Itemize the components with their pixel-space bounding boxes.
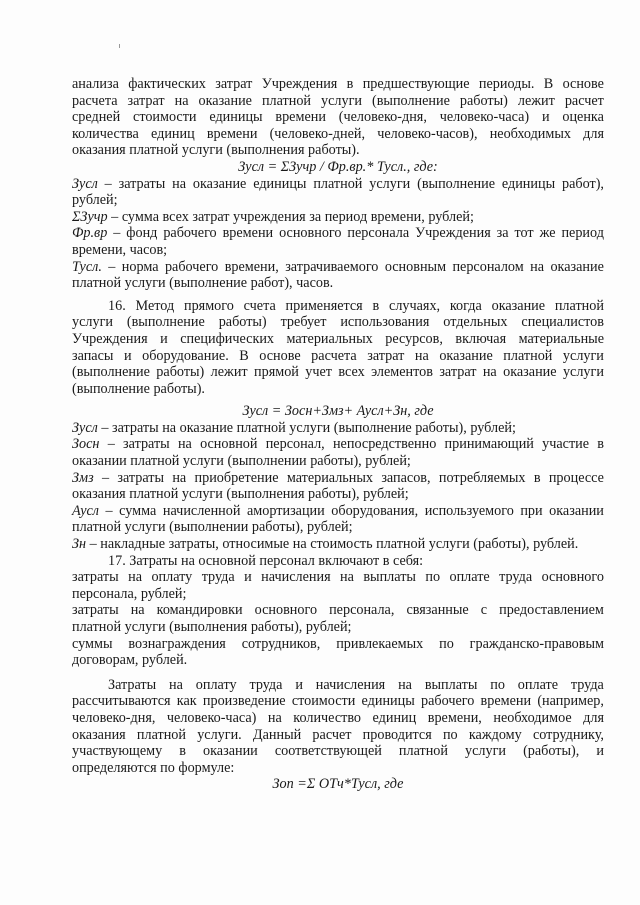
text-line: персонала, рублей; <box>72 585 187 602</box>
word: единицы <box>253 175 307 192</box>
word: необходимое <box>493 709 572 726</box>
symbol: Зн <box>72 536 87 553</box>
word: затраты <box>117 469 165 486</box>
word: специалистов <box>521 314 604 331</box>
word: выплаты <box>363 569 416 586</box>
word: лежит <box>210 364 248 381</box>
word: и <box>160 330 168 347</box>
word: времени <box>222 225 274 242</box>
definition-line <box>72 259 604 276</box>
word: оказание <box>503 364 557 381</box>
word: предшествующие <box>362 76 470 92</box>
word: на <box>172 469 187 486</box>
word: оборудование. <box>142 347 229 364</box>
word: сотруднику, <box>532 726 604 743</box>
word: Учреждения <box>261 76 338 92</box>
word: Фр.вр <box>72 225 108 242</box>
formula-expression: Зусл = ΣЗучр / Фр.вр.* Тусл., где: <box>238 158 438 175</box>
text-line <box>72 569 604 586</box>
text-line: (выполнение работы). <box>72 380 205 397</box>
word: оказании <box>549 502 604 519</box>
word: в <box>346 76 354 92</box>
text-line <box>72 710 604 727</box>
word: услуги <box>369 175 411 192</box>
word: на <box>267 709 282 726</box>
word: связанные <box>406 602 469 619</box>
word: персоналом <box>452 258 524 275</box>
definition-line <box>72 436 604 453</box>
word: тот <box>514 225 534 242</box>
word: платной <box>398 743 448 760</box>
text-line <box>72 109 604 126</box>
word: материальных <box>286 330 373 347</box>
word: участвующему <box>72 743 163 760</box>
word: проводится <box>362 726 432 743</box>
word: когда <box>449 297 482 314</box>
text-line: оказании платной услуги (выполнении работы), рублей; <box>72 453 411 470</box>
word: платной <box>554 297 604 314</box>
word: работы) <box>218 314 267 331</box>
text-line <box>72 693 604 710</box>
text-line: оказания платной услуги (выполнения работы), рублей; <box>72 486 409 503</box>
word: оказание <box>198 92 252 109</box>
word: используемого <box>424 502 514 519</box>
word: количество <box>293 709 362 726</box>
word: для <box>583 709 604 726</box>
word: единицы <box>209 109 263 126</box>
word: В <box>239 347 249 364</box>
word: на <box>177 436 192 453</box>
word: персонала <box>347 225 410 242</box>
word: как <box>176 693 197 710</box>
word: оборудования, <box>331 502 419 519</box>
word: и <box>541 109 550 126</box>
word: оплате <box>449 569 490 586</box>
word: рабочего <box>164 258 219 275</box>
word: В <box>543 76 554 92</box>
word: времени, <box>427 709 482 726</box>
word: счета <box>243 297 276 314</box>
word: начисления <box>261 569 331 586</box>
word: Метод <box>135 297 175 314</box>
word: работы) <box>459 92 508 109</box>
definition-text: – затраты на оказание платной услуги (выполнение работы), рублей; <box>97 419 516 436</box>
formula-expression: Зусл = Зосн+Змз+ Аусл+Зн, где <box>242 403 434 420</box>
word: гражданско-правовым <box>469 635 604 652</box>
word: персонал, <box>265 436 325 453</box>
text-line: определяются по формуле: <box>72 759 235 776</box>
word: стоимости <box>291 693 356 710</box>
word: с <box>480 602 488 619</box>
word: в <box>597 436 604 453</box>
word: периоды. <box>478 76 535 92</box>
word: суммы <box>72 635 113 652</box>
word: приобретение <box>194 469 279 486</box>
word: платной <box>136 726 186 743</box>
word: человеко-часа) <box>166 709 257 726</box>
symbol: ΣЗучр <box>72 208 108 225</box>
word: времени <box>480 693 532 710</box>
word: (работы), <box>523 743 580 760</box>
text-line <box>72 76 604 93</box>
word: платной <box>503 347 553 364</box>
word: затрат <box>127 92 165 109</box>
clause-17-heading: 17. Затраты на основной персонал включают в себя: <box>108 552 424 569</box>
word: рабочего <box>163 225 217 242</box>
scan-mark <box>119 44 120 48</box>
word: – <box>107 436 115 453</box>
word: (выполнение <box>417 175 496 192</box>
word: отдельных <box>443 314 508 331</box>
text-line <box>72 602 604 619</box>
formula <box>72 159 604 176</box>
word: человеко-часов), <box>377 125 478 142</box>
word: Затраты <box>108 676 157 693</box>
word: труда <box>249 676 283 693</box>
text-line <box>72 314 604 331</box>
word: услуги <box>321 92 362 109</box>
word: ресурсов, <box>385 330 443 347</box>
word: основе <box>259 347 301 364</box>
word: и <box>123 347 132 364</box>
definition-line <box>72 503 604 520</box>
word: норма <box>121 258 159 275</box>
word: средней <box>72 109 121 126</box>
paragraph-first-line <box>72 677 604 694</box>
word: принимающий <box>444 436 534 453</box>
word: (выполнение <box>371 92 450 109</box>
word: соответствующей <box>274 743 382 760</box>
word: специфических <box>180 330 275 347</box>
word: времени <box>275 109 326 126</box>
word: элементов <box>371 364 433 381</box>
text-line: оказания платной услуги (выполнения работы). <box>72 142 360 159</box>
word: основного <box>254 602 318 619</box>
text-line <box>72 727 604 744</box>
word: фонд <box>126 225 158 242</box>
word: основе <box>562 76 604 92</box>
word: на <box>530 258 545 275</box>
word: услуги. <box>197 726 242 743</box>
text-line: рублей; <box>72 192 118 209</box>
word: (человеко-дня, <box>338 109 427 126</box>
text-line <box>72 364 604 381</box>
word: же <box>539 225 556 242</box>
word: человеко-дня, <box>72 709 156 726</box>
word: участие <box>542 436 590 453</box>
word: времени, <box>224 258 279 275</box>
definition-line <box>72 209 604 226</box>
word: в <box>372 297 380 314</box>
word: единиц <box>372 709 417 726</box>
word: затраты <box>123 436 170 453</box>
formula <box>72 776 604 793</box>
word: каждому <box>468 726 522 743</box>
word: всех <box>338 364 365 381</box>
word: количества <box>72 125 139 142</box>
word: и <box>295 676 303 693</box>
word: персонала, <box>329 602 395 619</box>
word: (человеко-дней, <box>269 125 366 142</box>
word: по <box>439 635 454 652</box>
text-line <box>72 636 604 653</box>
clause-16-first-line <box>72 298 604 315</box>
word: услуги <box>562 364 604 381</box>
word: Тусл. <box>72 258 102 275</box>
word: процессе <box>548 469 604 486</box>
word: затраты <box>72 602 119 619</box>
word: расчет <box>564 92 604 109</box>
word: затраты <box>72 569 119 586</box>
word: по <box>442 726 458 743</box>
word: расчета <box>311 347 357 364</box>
word: основного <box>541 569 604 586</box>
word: материальные <box>518 330 604 347</box>
text-line: платной услуги (выполнения работы), рублей; <box>72 619 352 635</box>
word: начисления <box>315 676 386 693</box>
word: человеко-часа) <box>439 109 530 126</box>
word: единицы <box>361 693 415 710</box>
word: (выполнение <box>126 314 205 331</box>
word: Змз <box>72 469 94 486</box>
word: оказании <box>203 743 258 760</box>
word: при <box>520 502 543 519</box>
word: на <box>172 175 187 192</box>
word: анализа <box>72 76 119 92</box>
symbol: Зусл <box>72 419 98 436</box>
word: труда <box>499 569 533 586</box>
word: по <box>425 569 441 586</box>
word: Данный <box>252 726 302 743</box>
word: необходимых <box>489 125 572 142</box>
definition-line <box>72 225 604 242</box>
word: рабочего <box>421 693 475 710</box>
word: лежит <box>517 92 555 109</box>
word: запасы <box>72 347 114 364</box>
word: (например, <box>537 693 604 710</box>
word: услуги <box>562 347 604 364</box>
word: применяется <box>285 297 363 314</box>
text-line <box>72 348 604 365</box>
word: услуги <box>72 314 113 331</box>
word: основным <box>384 258 447 275</box>
word: и <box>244 569 252 586</box>
word: Зусл <box>72 175 98 192</box>
word: использования <box>340 314 430 331</box>
word: труда <box>201 569 235 586</box>
word: рассчитываются <box>72 693 171 710</box>
word: работ), <box>561 175 604 192</box>
word: (выполнение <box>72 364 150 381</box>
word: оказания <box>72 726 126 743</box>
definition-line <box>72 470 604 487</box>
word: – <box>108 258 116 275</box>
word: платной <box>261 92 312 109</box>
word: за <box>496 225 509 242</box>
word: 16. <box>108 297 126 314</box>
word: вознаграждения <box>128 635 226 652</box>
word: потребляемых <box>438 469 526 486</box>
word: затрат <box>215 76 253 92</box>
word: амортизации <box>247 502 325 519</box>
word: начисленной <box>162 502 241 519</box>
word: на <box>130 602 145 619</box>
word: работы) <box>156 364 205 381</box>
word: оплату <box>195 676 237 693</box>
word: сотрудников, <box>241 635 321 652</box>
word: требует <box>280 314 327 331</box>
word: оплату <box>151 569 193 586</box>
word: единиц <box>151 125 195 142</box>
word: произведение <box>202 693 286 710</box>
word: расчета <box>72 92 118 109</box>
word: расчет <box>312 726 352 743</box>
word: основной <box>200 436 258 453</box>
word: случаях, <box>389 297 441 314</box>
word: на <box>398 676 412 693</box>
word: – <box>101 469 110 486</box>
word: на <box>128 569 142 586</box>
word: оказание <box>491 297 546 314</box>
definition-line <box>72 176 604 193</box>
word: услуги <box>465 743 507 760</box>
word: материальных <box>286 469 373 486</box>
word: оценка <box>562 109 604 126</box>
word: времени <box>206 125 258 142</box>
word: запасов, <box>381 469 431 486</box>
word: командировки <box>156 602 243 619</box>
word: платной <box>313 175 363 192</box>
text-line: времени, часов; <box>72 241 168 258</box>
word: оказание <box>192 175 247 192</box>
word: непосредственно <box>332 436 437 453</box>
word: в <box>533 469 541 486</box>
word: оплате <box>517 676 558 693</box>
word: затрат <box>439 364 477 381</box>
word: прямого <box>183 297 234 314</box>
word: основного <box>279 225 342 242</box>
word: – <box>105 502 113 519</box>
word: по <box>490 676 505 693</box>
word: Аусл <box>72 502 99 519</box>
formula-expression: Зоп =Σ ОТч*Тусл, где <box>272 776 404 793</box>
word: и <box>596 743 604 760</box>
document-body <box>72 76 604 793</box>
text-line <box>72 743 604 760</box>
word: период <box>561 225 604 242</box>
word: Зосн <box>72 436 100 453</box>
definition-line <box>72 420 604 437</box>
word: затраты <box>118 175 166 192</box>
word: труда <box>570 676 604 693</box>
word: Учреждения <box>415 225 491 242</box>
word: предоставлением <box>499 602 604 619</box>
word: привлекаемых <box>336 635 424 652</box>
word: на <box>482 364 497 381</box>
definition-text: – сумма всех затрат учреждения за период времени, рублей; <box>107 208 474 225</box>
word: сумма <box>119 502 157 519</box>
word: затрат <box>367 347 405 364</box>
word: на <box>340 569 354 586</box>
word: единицы <box>501 175 556 192</box>
word: в <box>179 743 186 760</box>
word: Учреждения <box>72 330 148 347</box>
text-line: платной услуги (выполнении работы), рублей; <box>72 519 353 536</box>
word: включая <box>455 330 507 347</box>
word: затрачиваемого <box>285 258 379 275</box>
text-line: платной услуги (выполнение работ), часов. <box>72 275 334 292</box>
word: – <box>104 175 112 192</box>
word: выплаты <box>424 676 478 693</box>
word: учет <box>305 364 333 381</box>
formula <box>72 403 604 420</box>
spacer <box>72 669 604 677</box>
definition-text: – накладные затраты, относимые на стоимость платной услуги (работы), рублей. <box>86 536 579 553</box>
word: на <box>169 676 183 693</box>
word: фактических <box>128 76 206 92</box>
text-line: договорам, рублей. <box>72 652 188 669</box>
text-line <box>72 331 604 348</box>
text-line <box>72 126 604 143</box>
definition-line <box>72 536 604 553</box>
word: оказание <box>439 347 493 364</box>
word: для <box>583 125 604 142</box>
word: на <box>174 92 189 109</box>
word: стоимости <box>133 109 197 126</box>
word: на <box>414 347 429 364</box>
word: оказание <box>550 258 604 275</box>
word: – <box>113 225 121 242</box>
text-line <box>72 93 604 110</box>
word: прямой <box>254 364 299 381</box>
